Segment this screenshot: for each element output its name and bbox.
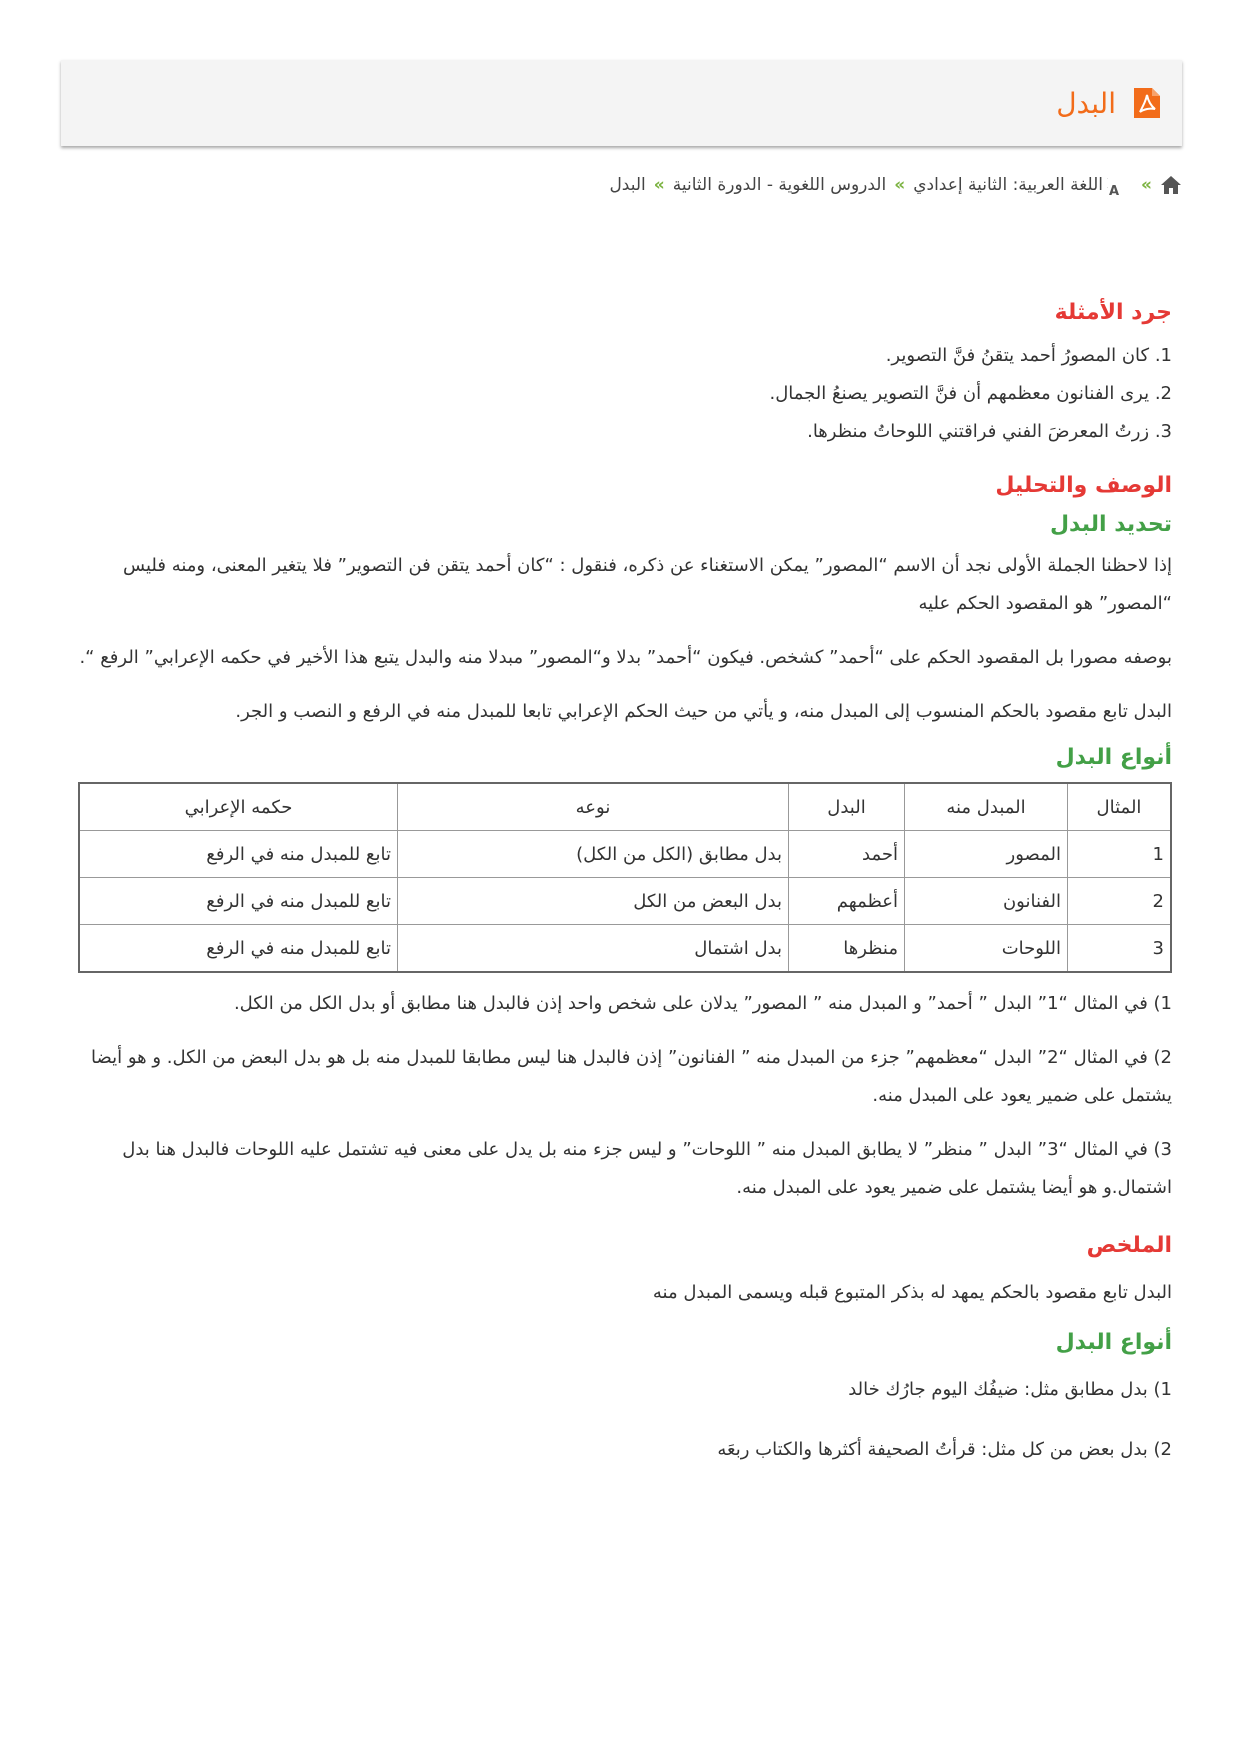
summary-heading: الملخص [1086,1233,1172,1258]
table-row [79,878,1171,925]
table-cell: تابع للمبدل منه في الرفع [79,925,398,973]
types-table [78,782,1172,973]
table-cell: المصور [905,831,1068,878]
page-title: البدل [1056,86,1116,120]
note: 3) في المثال “3” البدل ” منظر” لا يطابق المبدل منه ” اللوحات” و ليس جزء منه بل يدل على معنى فيه تشتمل عليه اللوحات فالبدل هنا بدل اشتمال.و هو أيضا يشتمل على ضمير يعود على المبدل منه. [122,1139,1172,1198]
examples-heading: جرد الأمثلة [1054,300,1172,325]
table-cell: بدل مطابق (الكل من الكل) [398,831,789,878]
analysis-heading: الوصف والتحليل [995,473,1172,498]
table-header: المثال [1068,783,1172,831]
paragraph: بوصفه مصورا بل المقصود الحكم على “أحمد” كشخص. فيكون “أحمد” بدلا و“المصور” مبدلا منه والبدل يتبع هذا الأخير في حكمه الإعرابي” الرفع “. [79,647,1172,668]
note: 2) في المثال “2” البدل “معظمهم” جزء من المبدل منه ” الفنانون” إذن فالبدل هنا ليس مطابقا للمبدل منه بل هو بدل البعض من الكل. و هو أيضا يشتمل على ضمير يعود على المبدل منه. [91,1047,1172,1106]
table-cell: تابع للمبدل منه في الرفع [79,831,398,878]
table-row [79,925,1171,973]
table-cell: الفنانون [905,878,1068,925]
breadcrumb [609,170,1182,200]
table-cell: أحمد [789,831,905,878]
table-cell: 2 [1068,878,1172,925]
header-bar [61,60,1182,146]
table-header: المبدل منه [905,783,1068,831]
lesson-content [72,300,1172,1469]
paragraph: البدل تابع مقصود بالحكم المنسوب إلى المبدل منه، و يأتي من حيث الحكم الإعرابي تابعا للمبدل منه في الرفع و النصب و الجر. [235,701,1172,722]
summary-types-heading: أنواع البدل [1055,1330,1172,1355]
table-cell: منظرها [789,925,905,973]
table-cell: أعظمهم [789,878,905,925]
table-cell: اللوحات [905,925,1068,973]
svg-text:A: A [1108,184,1120,197]
pdf-icon [1132,86,1162,120]
list-item: 1. كان المصورُ أحمد يتقنُ فنَّ التصوير. [885,345,1172,366]
table-cell: بدل البعض من الكل [398,878,789,925]
home-icon[interactable] [1160,175,1182,195]
breadcrumb-separator: » [1141,175,1152,195]
breadcrumb-item-current: البدل [609,175,646,195]
analysis-subheading: تحديد البدل [1049,512,1172,537]
breadcrumb-item-lessons[interactable]: الدروس اللغوية - الدورة الثانية [672,175,887,195]
table-header: حكمه الإعرابي [79,783,398,831]
list-item: 2. يرى الفنانون معظمهم أن فنَّ التصوير يصنعُ الجمال. [769,383,1172,404]
translate-icon [1107,173,1133,197]
breadcrumb-separator: » [894,175,906,195]
types-heading: أنواع البدل [1055,745,1172,770]
table-cell: 1 [1068,831,1172,878]
table-cell: 3 [1068,925,1172,973]
list-item: 1) بدل مطابق مثل: ضيفُك اليوم جارُك خالد [848,1379,1172,1400]
list-item: 3. زرتُ المعرضَ الفني فراقتني اللوحاتُ منظرها. [807,421,1172,442]
breadcrumb-item-subject[interactable]: اللغة العربية: الثانية إعدادي [913,175,1104,195]
table-header-row [79,783,1171,831]
note: 1) في المثال “1” البدل ” أحمد” و المبدل منه ” المصور” يدلان على شخص واحد إذن فالبدل هنا مطابق أو بدل الكل من الكل. [233,993,1172,1014]
table-cell: بدل اشتمال [398,925,789,973]
table-cell: تابع للمبدل منه في الرفع [79,878,398,925]
breadcrumb-separator: » [653,175,665,195]
list-item: 2) بدل بعض من كل مثل: قرأتُ الصحيفة أكثرها والكتاب ربعَه [717,1439,1172,1460]
table-header: نوعه [398,783,789,831]
examples-list [72,337,1172,451]
paragraph: إذا لاحظنا الجملة الأولى نجد أن الاسم “المصور” يمكن الاستغناء عن ذكره، فنقول : “كان أحمد يتقن فن التصوير” فلا يتغير المعنى، ومنه فليس “المصور” هو المقصود الحكم عليه [123,555,1172,614]
svg-text:文 [1107,176,1108,191]
table-header: البدل [789,783,905,831]
table-row [79,831,1171,878]
summary-text: البدل تابع مقصود بالحكم يمهد له بذكر المتبوع قبله ويسمى المبدل منه [652,1282,1172,1303]
